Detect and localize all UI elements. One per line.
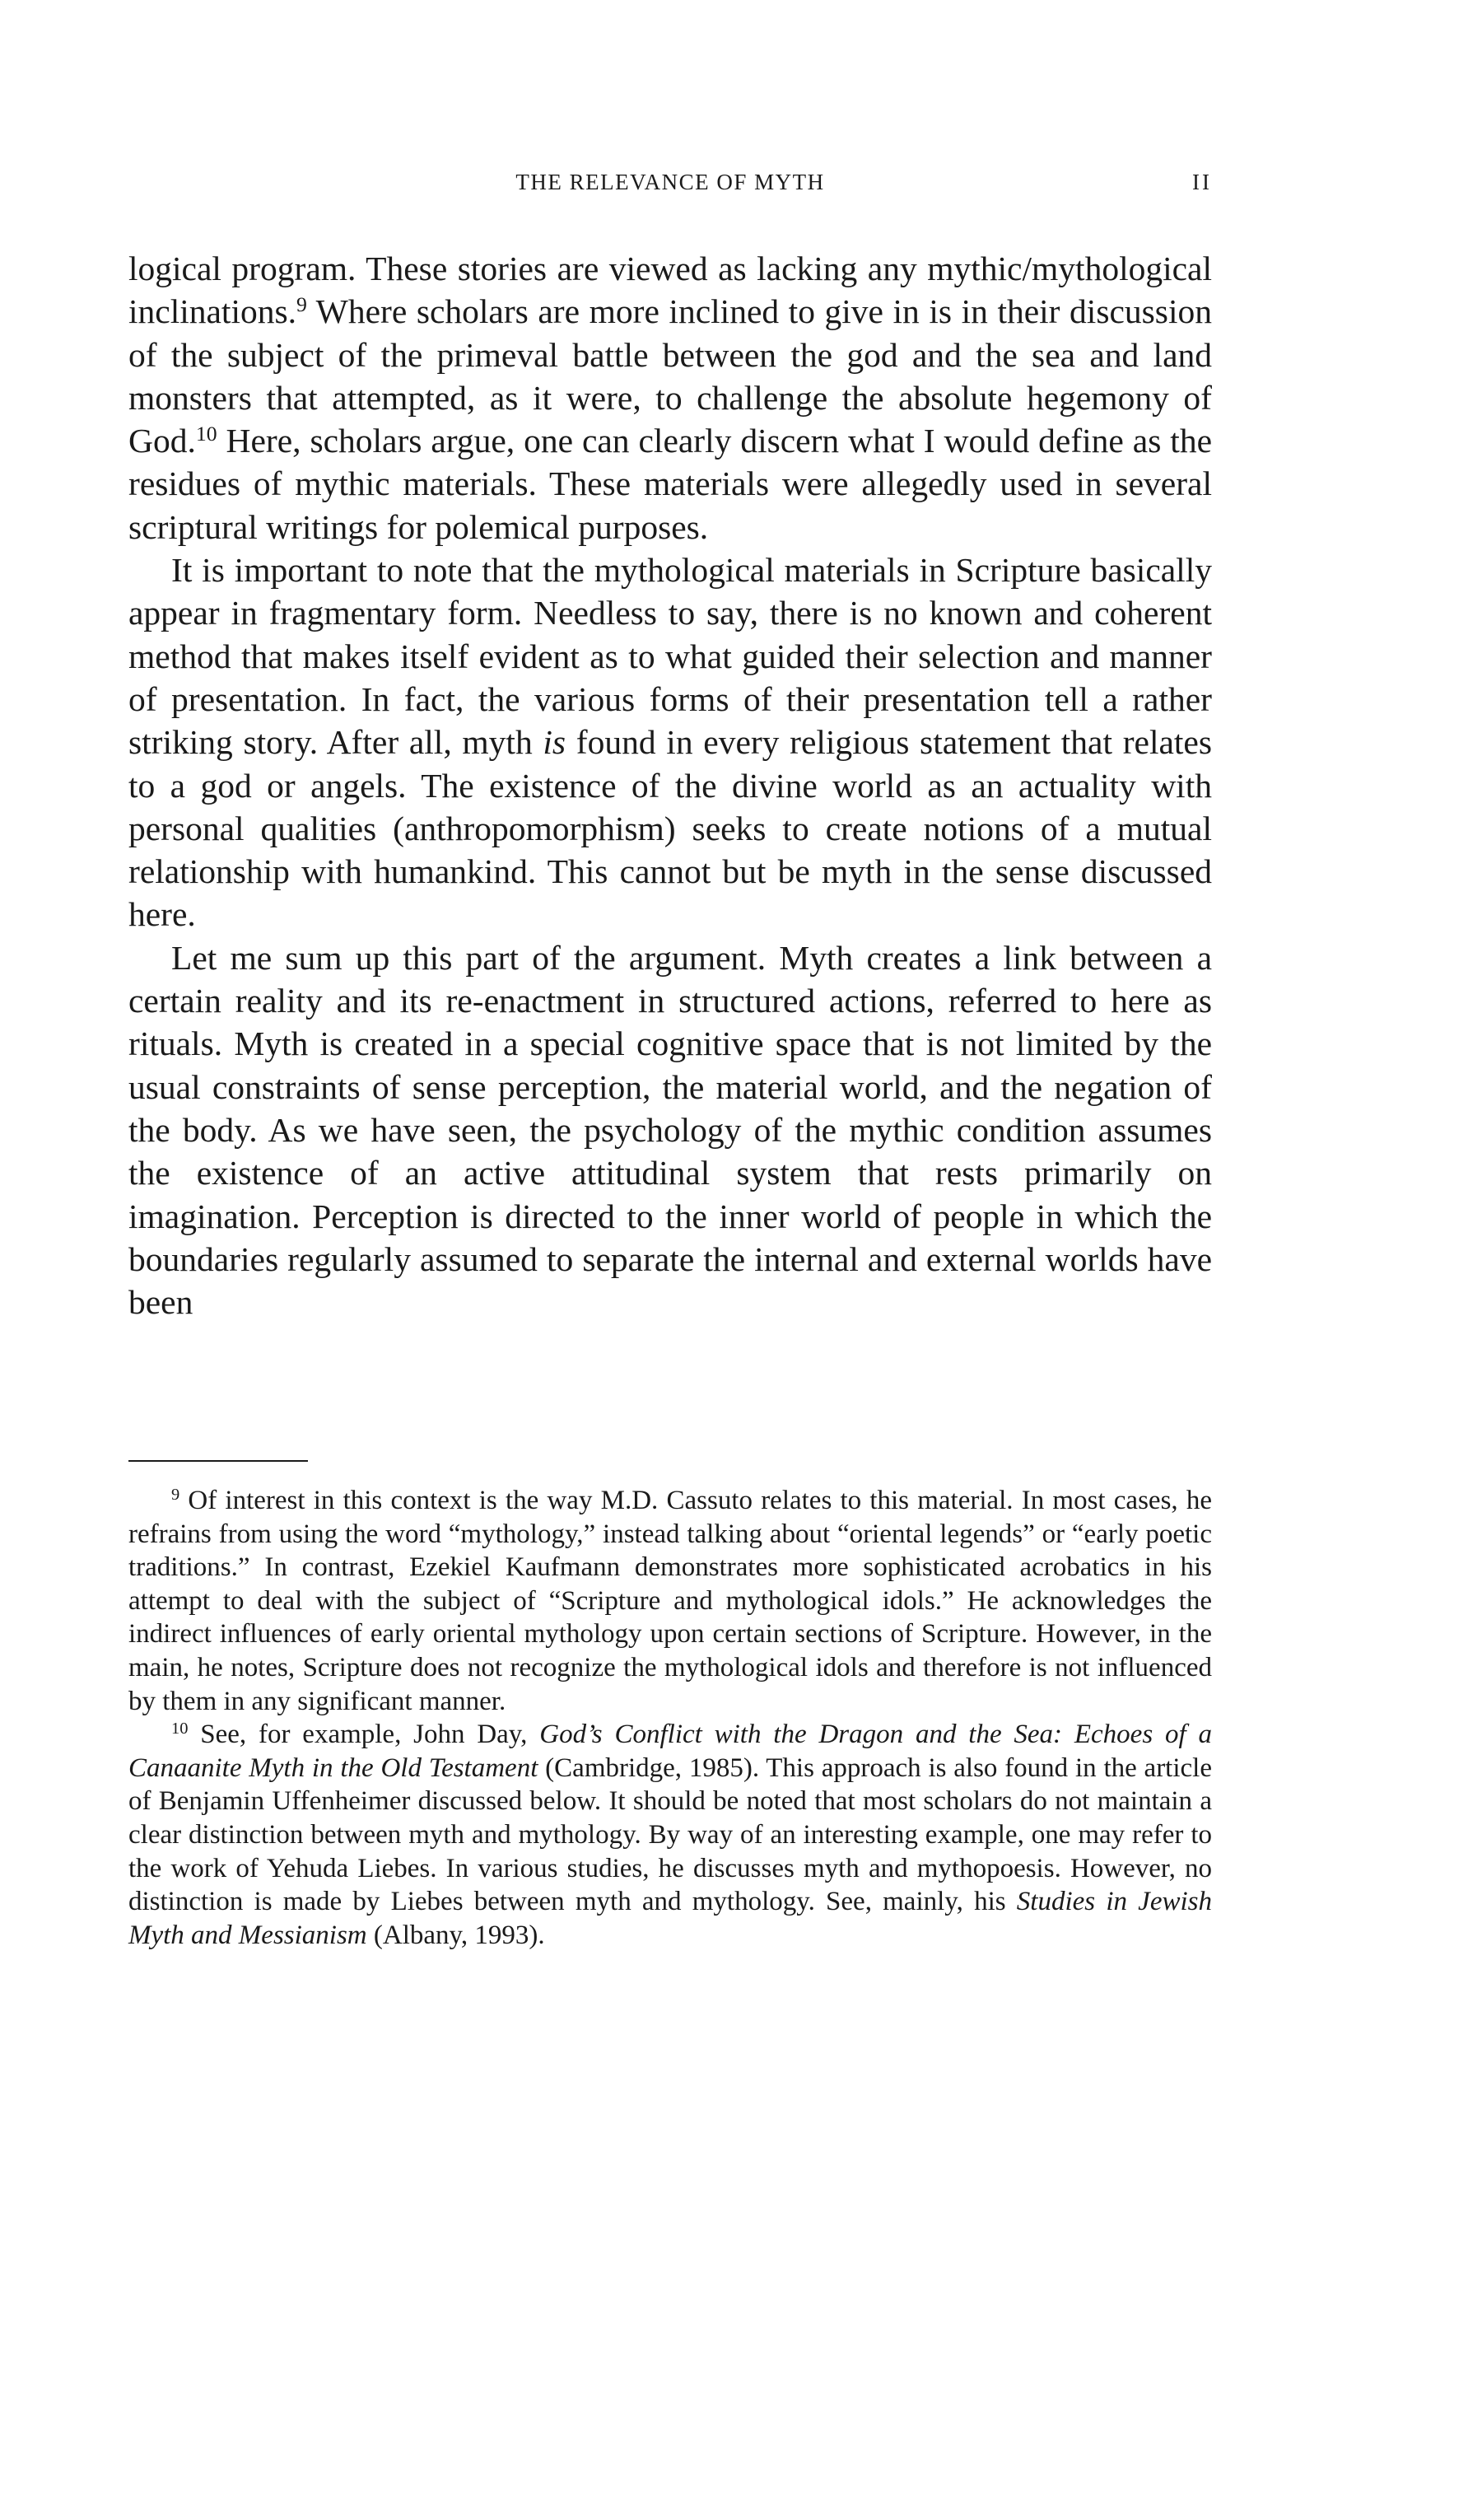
paragraph-1	[128, 247, 1212, 548]
paragraph-1-text-c: Here, scholars argue, one can clearly discern what I would define as the residues of mythic materials. These materials were allegedly used in several scriptural writings for polemical purposes.	[128, 422, 1212, 546]
footnote-9-mark: 9	[171, 1485, 180, 1504]
footnote-ref-9: 9	[296, 292, 307, 317]
paragraph-3-text: Let me sum up this part of the argument. Myth creates a link between a certain reality and its re-enactment in structured actions, referred to here as rituals. Myth is created in a special cognitive space that is not limited by the usual constraints of sense perception, the material world, and the negation of the body. As we have seen, the psychology of the mythic condition assumes the existence of an active attitudinal system that rests primarily on imagination. Perception is directed to the inner world of people in which the boundaries regularly assumed to separate the internal and external worlds have been	[128, 938, 1212, 1322]
page-number: II	[1192, 170, 1212, 194]
paragraph-3	[128, 936, 1212, 1324]
footnote-9-text: Of interest in this context is the way M.D. Cassuto relates to this material. In most cases, he refrains from using the word “mythology,” instead talking about “oriental legends” or “early poetic traditions.” In contrast, Ezekiel Kaufmann demonstrates more sophisticated acrobatics in his attempt to deal with the subject of “Scripture and mythological idols.” He acknowledges the indirect influences of early oriental mythology upon certain sections of Scripture. However, in the main, he notes, Scripture does not recognize the mythological idols and therefore is not influenced by them in any significant manner.	[128, 1486, 1212, 1716]
paragraph-1-text-a: logical program. These stories are viewed as lacking any mythic/mythological inclinations.	[128, 250, 1212, 331]
paragraph-2-text-b: found in every religious statement that relates to a god or angels. The existence of the divine world as an actuality with personal qualities (anthropomorphism) seeks to create notions of a mutual relationship with humankind. This cannot but be myth in the sense discussed here.	[128, 723, 1212, 934]
footnote-10	[128, 1718, 1212, 1952]
paragraph-2-text-a: It is important to note that the mythological materials in Scripture basically appear in fragmentary form. Needless to say, there is no known and coherent method that makes itself evident as to what guided their selection and manner of presentation. In fact, the various forms of their presentation tell a rather striking story. After all, myth	[128, 551, 1212, 762]
running-head	[128, 170, 1212, 203]
paragraph-2	[128, 548, 1212, 936]
paragraph-1-text-b: Where scholars are more inclined to give in is in their discussion of the subject of the primeval battle between the god and the sea and land monsters that attempted, as it were, to challenge the absolute hegemony of God.	[128, 292, 1212, 460]
footnote-10-book-title-1: God’s Conflict with the Dragon and the Sea: Echoes of a Canaanite Myth in the Old Testament	[128, 1720, 1212, 1783]
main-text	[128, 247, 1212, 1323]
footnote-10-text-a: See, for example, John Day,	[188, 1720, 540, 1750]
footnotes	[128, 1484, 1212, 1952]
footnote-10-book-title-2: Studies in Jewish Myth and Messianism	[128, 1887, 1212, 1950]
paragraph-2-emphasis: is	[543, 723, 566, 762]
footnote-divider	[128, 1460, 308, 1462]
footnote-ref-10: 10	[195, 422, 217, 446]
footnote-10-text-c: (Albany, 1993).	[366, 1920, 545, 1950]
footnote-9	[128, 1484, 1212, 1718]
footnote-10-text-b: (Cambridge, 1985). This approach is also found in the article of Benjamin Uffenheimer discussed below. It should be noted that most scholars do not maintain a clear distinction between myth and mythology. By way of an interesting example, one may refer to the work of Yehuda Liebes. In various studies, he discusses myth and mythopoesis. However, no distinction is made by Liebes between myth and mythology. See, mainly, his	[128, 1752, 1212, 1917]
footnote-10-mark: 10	[171, 1719, 189, 1738]
running-title: THE RELEVANCE OF MYTH	[515, 170, 825, 194]
